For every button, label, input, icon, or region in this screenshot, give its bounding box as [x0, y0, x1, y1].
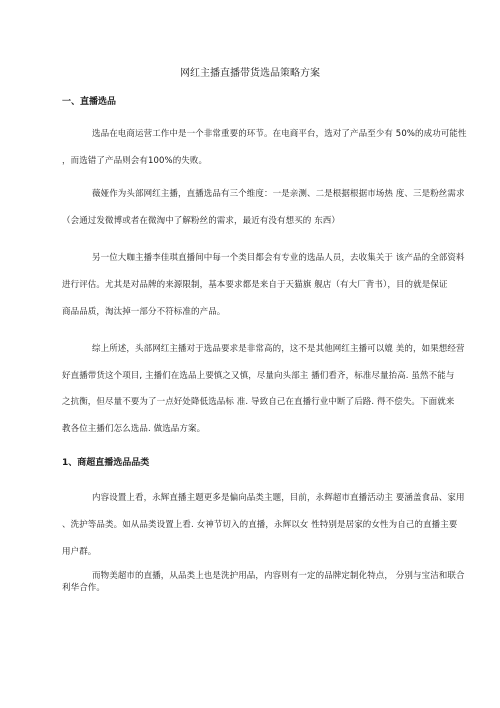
document-title: 网红主播直播带货选品策略方案 [180, 68, 320, 79]
paragraph-line: 选品在电商运营工作中是一个非常重要的环节。在电商平台，选对了产品至少有 50%的成功可能性 [92, 129, 467, 139]
paragraph-line: ，而选错了产品则会有100%的失败。 [62, 156, 208, 166]
paragraph-line: 商品品质，淘汰掉一部分不符标准的产品。 [62, 307, 226, 317]
paragraph-line: 用户群。 [62, 547, 97, 557]
section-heading: 1、商超直播选品品类 [62, 458, 150, 468]
paragraph-line: 之抗衡，但尽量不要为了一点好处降低选品标 准. 导致自己在直播行业中断了后路. 得不偿失。下面就来 [62, 397, 455, 407]
paragraph-line: 薇娅作为头部网红主播，直播选品有三个维度：一是亲测、二是根据根据市场热 度、三是粉丝需求 [92, 189, 465, 199]
paragraph-line: 教各位主播们怎么选品. 做选品方案。 [62, 424, 206, 434]
paragraph-line: 综上所述，头部网红主播对于选品要求是非常高的，这不是其他网红主播可以媲 美的，如果想经营 [92, 344, 465, 354]
paragraph-line: 好直播带货这个项目, 主播们在选品上要慎之又慎，尽量向头部主 播们看齐，标准尽量抬高. 虽然不能与 [62, 371, 455, 381]
paragraph-line: 利华合作。 [62, 583, 106, 593]
paragraph-line: 而物美超市的直播，从品类上也是洗护用品，内容则有一定的品牌定制化特点， 分别与宝洁和联合 [92, 571, 465, 581]
paragraph-line: 内容设置上看，永辉直播主题更多是偏向品类主题，目前，永辉超市直播活动主 要涵盖食品、家用 [92, 493, 465, 503]
paragraph-line: 另一位大咖主播李佳琪直播间中每一个类目都会有专业的选品人员，去收集关于 该产品的全部资料 [92, 253, 465, 263]
paragraph-line: 、洗护等品类。如从品类设置上看. 女神节切入的直播，永辉以女 性特别是居家的女性为自己的直播主要 [62, 520, 458, 530]
paragraph-line: （会通过发微博或者在微淘中了解粉丝的需求，最近有没有想买的 东西） [62, 216, 341, 226]
section-heading: 一、直播选品 [62, 97, 117, 107]
paragraph-line: 进行评估。尤其是对品牌的来源限制，基本要求都是来自于天猫旗 舰店（有大厂背书），目的就是保证 [62, 280, 448, 290]
